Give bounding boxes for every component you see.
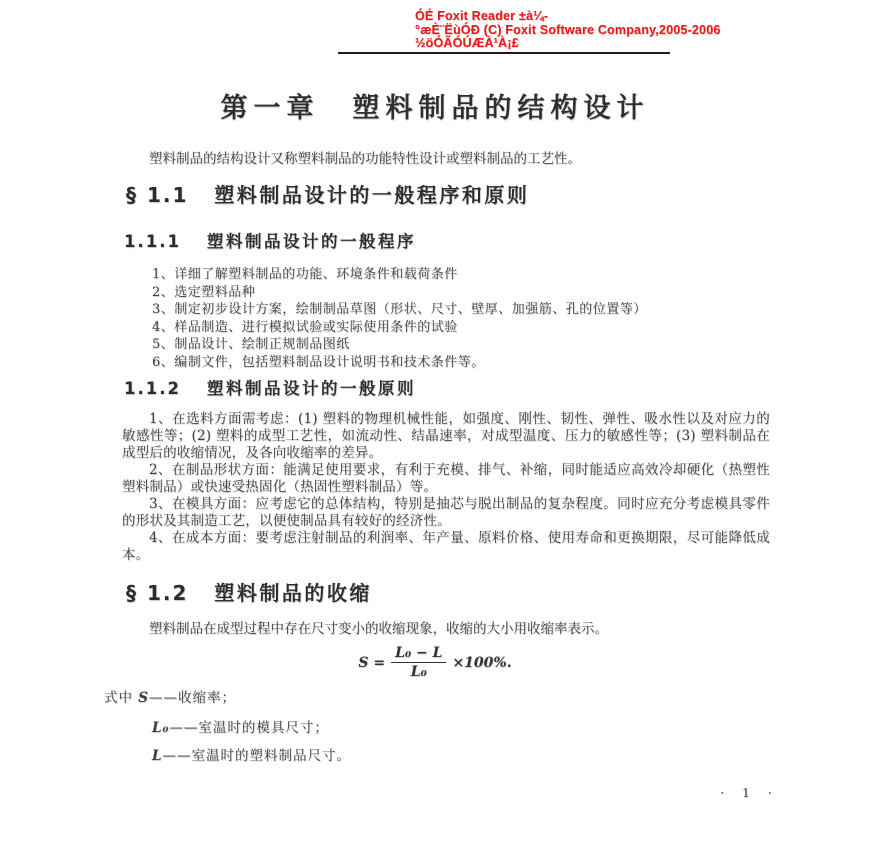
scan-edge-line — [338, 52, 670, 54]
subsection-number: 1.1.1 — [124, 232, 181, 251]
formula-legend-line — [152, 716, 329, 736]
legend-symbol: L₀ — [152, 720, 170, 736]
section-number: § 1.1 — [126, 183, 189, 207]
subsection-title: 塑料制品设计的一般程序 — [206, 232, 416, 251]
subsection-heading-1-1-2 — [124, 375, 416, 399]
subsection-number: 1.1.2 — [124, 379, 181, 398]
list-item: 1、详细了解塑料制品的功能、环境条件和载荷条件 — [152, 267, 458, 282]
principles-paragraph: 2、在制品形状方面：能满足使用要求，有利于充模、排气、补缩，同时能适应高效冷却硬化（热塑性塑料制品）或快速受热固化（热固性塑料制品）等。 — [122, 462, 770, 495]
legend-symbol: S — [138, 690, 150, 706]
subsection-title: 塑料制品设计的一般原则 — [206, 379, 416, 398]
page-number: · 1 · — [720, 785, 772, 800]
shrinkage-paragraph: 塑料制品在成型过程中存在尺寸变小的收缩现象，收缩的大小用收缩率表示。 — [149, 621, 608, 637]
principles-paragraphs — [122, 411, 770, 564]
list-item: 2、选定塑料品种 — [152, 284, 256, 300]
legend-text: ——室温时的塑料制品尺寸。 — [162, 748, 351, 764]
section-title: 塑料制品的收缩 — [214, 581, 372, 605]
intro-paragraph: 塑料制品的结构设计又称塑料制品的功能特性设计或塑料制品的工艺性。 — [149, 151, 581, 167]
watermark-line-1: ÓÉ Foxit Reader ±à¼- — [415, 9, 549, 23]
formula-lhs: S = — [358, 654, 386, 671]
list-item: 4、样品制造、进行模拟试验或实际使用条件的试验 — [152, 319, 458, 335]
legend-text: ——室温时的模具尺寸； — [169, 720, 329, 736]
list-item: 6、编制文件，包括塑料制品设计说明书和技术条件等。 — [152, 354, 485, 370]
watermark-line-3: ½öÓÃÓÚÆÀ¹À¡£ — [415, 36, 519, 50]
list-item: 3、制定初步设计方案，绘制制品草图（形状、尺寸、壁厚、加强筋、孔的位置等） — [152, 302, 647, 318]
legend-text: ——收缩率； — [149, 690, 237, 706]
subsection-heading-1-1-1 — [124, 228, 416, 252]
procedure-list — [152, 266, 752, 372]
fraction-denominator: L₀ — [410, 664, 427, 681]
legend-symbol: L — [152, 748, 163, 764]
principles-paragraph: 4、在成本方面：要考虑注射制品的利润率、年产量、原料价格、使用寿命和更换期限，尽可能降低成本。 — [122, 530, 770, 563]
shrinkage-formula — [0, 645, 870, 680]
formula-legend-line — [152, 744, 351, 764]
formula-suffix: ×100%. — [452, 654, 512, 671]
section-title: 塑料制品设计的一般程序和原则 — [214, 183, 530, 207]
principles-paragraph: 3、在模具方面：应考虑它的总体结构，特别是抽芯与脱出制品的复杂程度。同时应充分考虑模具零件的形状及其制造工艺，以便使制品具有较好的经济性。 — [122, 496, 770, 529]
formula-legend-line — [104, 686, 236, 706]
chapter-title: 第一章 塑料制品的结构设计 — [220, 93, 650, 124]
watermark-line-2: °æÈ¨ËùÓÐ (C) Foxit Software Company,2005-2006 — [415, 22, 721, 37]
section-number: § 1.2 — [126, 581, 189, 605]
foxit-watermark — [415, 10, 721, 51]
list-item: 5、制品设计、绘制正规制品图纸 — [152, 337, 350, 353]
principles-paragraph: 1、在选料方面需考虑：(1) 塑料的物理机械性能，如强度、刚性、韧性、弹性、吸水性以及对应力的敏感性等；(2) 塑料的成型工艺性，如流动性、结晶速率，对成型温度、压力的敏感性等；(3) 塑料制品在成型后的收缩情况，及各向收缩率的差异。 — [122, 411, 770, 461]
section-heading-1-2 — [126, 577, 372, 606]
legend-lead: 式中 — [104, 690, 139, 706]
formula-fraction — [391, 645, 446, 680]
fraction-numerator: L₀ − L — [391, 645, 446, 663]
section-heading-1-1 — [126, 179, 529, 208]
